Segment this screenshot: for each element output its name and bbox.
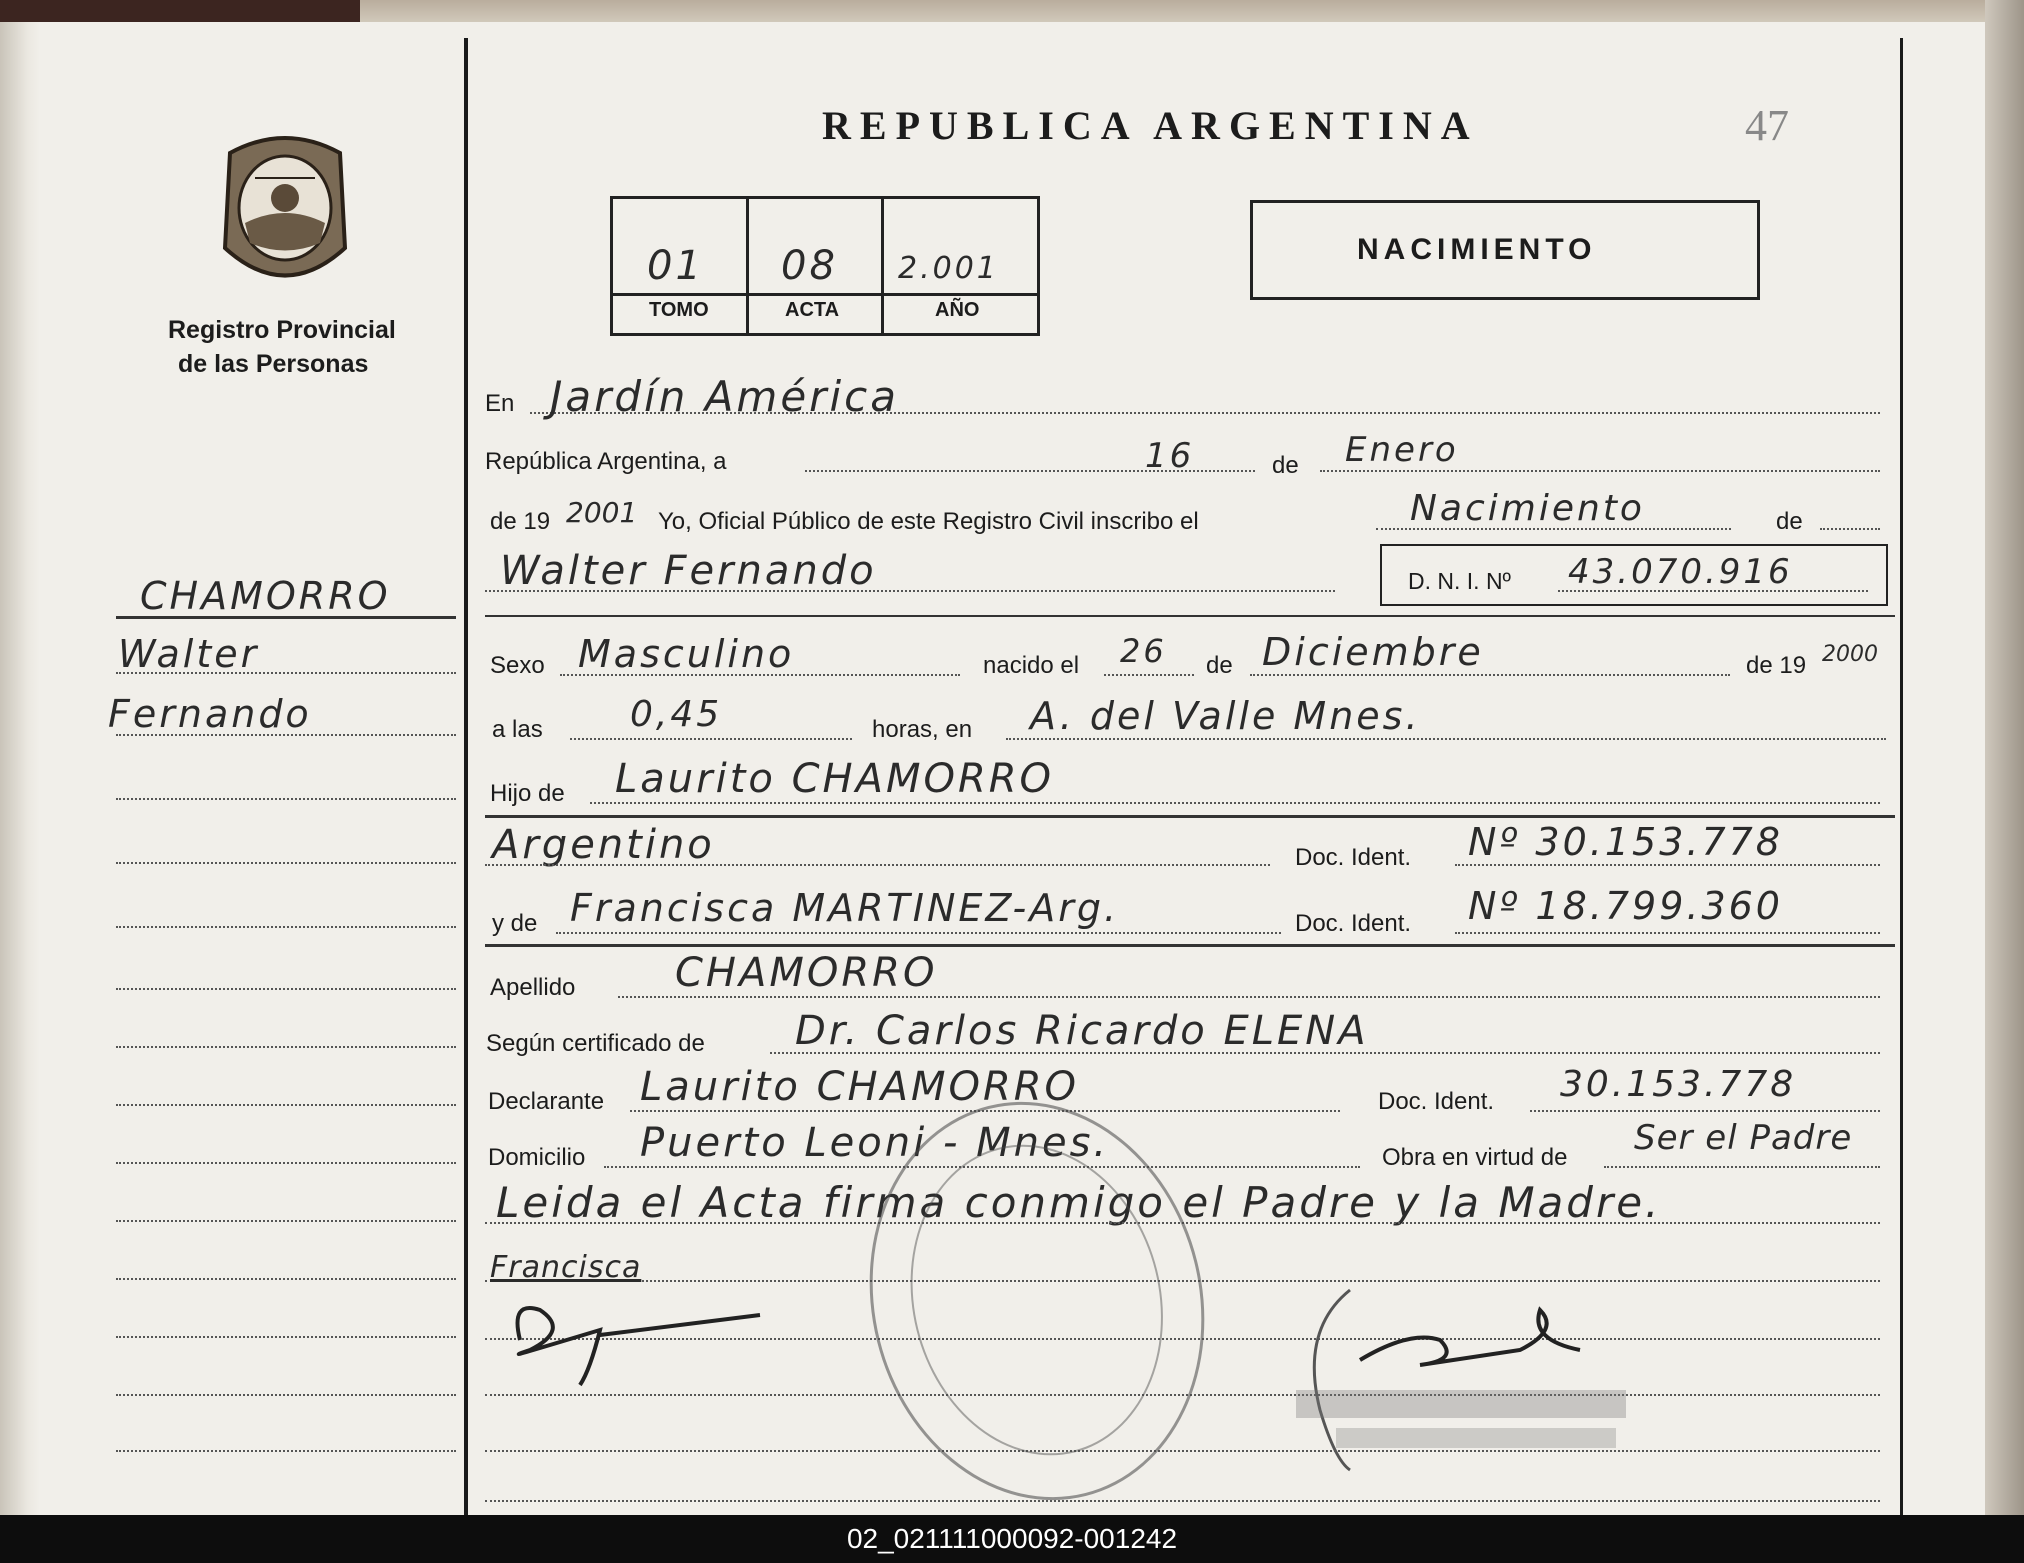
label-a-las: a las bbox=[492, 716, 543, 743]
label-de19: de 19 bbox=[490, 508, 551, 535]
label-de-end: de bbox=[1776, 508, 1803, 535]
entry-birth-day: 26 bbox=[1120, 632, 1167, 670]
act-box-divider bbox=[613, 293, 1037, 296]
label-dni: D. N. I. Nº bbox=[1408, 568, 1511, 594]
label-en: En bbox=[485, 390, 515, 417]
entry-event: Nacimiento bbox=[1410, 488, 1645, 529]
margin-dotted-line bbox=[116, 1394, 456, 1396]
line-declarant-doc bbox=[1530, 1110, 1880, 1112]
label-segun-certificado: Según certificado de bbox=[486, 1030, 705, 1057]
label-de-mid: de bbox=[1206, 652, 1233, 679]
label-horas-en: horas, en bbox=[872, 716, 973, 743]
line-de-end bbox=[1820, 528, 1880, 530]
entry-mother-doc: Nº 18.799.360 bbox=[1468, 884, 1783, 928]
margin-dotted-line bbox=[116, 1220, 456, 1222]
line-mother bbox=[556, 932, 1281, 934]
mother-signature-text: Francisca bbox=[490, 1250, 642, 1285]
line-surname bbox=[618, 996, 1880, 998]
province-seal-icon bbox=[210, 128, 360, 293]
label-nacido-el: nacido el bbox=[983, 652, 1080, 679]
margin-underline bbox=[116, 616, 456, 619]
page-number: 47 bbox=[1745, 101, 1789, 150]
label-de: de bbox=[1272, 452, 1299, 479]
margin-dotted-line bbox=[116, 734, 456, 736]
column-divider-right bbox=[1900, 38, 1903, 1515]
column-divider-left bbox=[464, 38, 468, 1515]
act-number-box bbox=[610, 196, 1040, 336]
line-birth-day bbox=[1104, 674, 1194, 676]
record-type-label: NACIMIENTO bbox=[1357, 233, 1597, 266]
label-de-year: de 19 bbox=[1746, 652, 1807, 679]
line-child-name bbox=[485, 590, 1335, 592]
blank-line bbox=[485, 1500, 1880, 1502]
dni-box bbox=[1380, 544, 1888, 606]
entry-declarant-doc: 30.153.778 bbox=[1560, 1064, 1797, 1105]
entry-father-nationality: Argentino bbox=[492, 822, 715, 868]
label-obra-virtud: Obra en virtud de bbox=[1382, 1144, 1568, 1171]
margin-dotted-line bbox=[116, 1104, 456, 1106]
book-spine bbox=[0, 22, 40, 1515]
blank-line bbox=[485, 1450, 1880, 1452]
line-birth-month bbox=[1250, 674, 1730, 676]
stamp-inner-ring bbox=[878, 1118, 1195, 1483]
entry-child-name: Walter Fernando bbox=[500, 548, 877, 594]
record-type-box bbox=[1250, 200, 1760, 300]
entry-day: 16 bbox=[1145, 436, 1195, 476]
entry-birth-month: Diciembre bbox=[1262, 630, 1484, 674]
book-right-edge bbox=[1985, 0, 2024, 1515]
label-doc-ident-3: Doc. Ident. bbox=[1378, 1088, 1495, 1115]
label-republica: República Argentina, a bbox=[485, 448, 727, 475]
entry-address: Puerto Leoni - Mnes. bbox=[640, 1120, 1110, 1166]
entry-declarant: Laurito CHAMORRO bbox=[640, 1064, 1080, 1110]
entry-certificate-by: Dr. Carlos Ricardo ELENA bbox=[795, 1008, 1369, 1054]
line-sex bbox=[560, 674, 960, 676]
margin-surname: CHAMORRO bbox=[140, 574, 391, 618]
entry-dni: 43.070.916 bbox=[1568, 552, 1793, 592]
label-declarante: Declarante bbox=[488, 1088, 605, 1115]
book-top-edge bbox=[360, 0, 2000, 24]
label-domicilio: Domicilio bbox=[488, 1144, 586, 1171]
entry-birth-time: 0,45 bbox=[630, 694, 723, 735]
entry-surname: CHAMORRO bbox=[675, 950, 938, 996]
line-mother-doc bbox=[1455, 932, 1880, 934]
label-yo-oficial: Yo, Oficial Público de este Registro Civil inscribo el bbox=[658, 508, 1199, 535]
country-title: REPUBLICA ARGENTINA bbox=[822, 103, 1479, 148]
line-birth-time bbox=[570, 738, 852, 740]
line-father-doc bbox=[1455, 864, 1880, 866]
father-signature-icon bbox=[480, 1290, 780, 1390]
entry-father: Laurito CHAMORRO bbox=[615, 756, 1055, 802]
label-sexo: Sexo bbox=[490, 652, 545, 679]
registry-name-line2: de las Personas bbox=[178, 350, 369, 378]
margin-dotted-line bbox=[116, 1278, 456, 1280]
section-rule bbox=[485, 815, 1895, 818]
acta-label: ACTA bbox=[785, 299, 840, 321]
entry-note: Leida el Acta firma conmigo el Padre y la Madre. bbox=[496, 1178, 1662, 1227]
entry-sex: Masculino bbox=[578, 632, 795, 676]
margin-dotted-line bbox=[116, 1046, 456, 1048]
anio-value: 2.001 bbox=[898, 251, 999, 286]
entry-month: Enero bbox=[1345, 430, 1459, 470]
entry-year: 2001 bbox=[566, 496, 638, 529]
margin-dotted-line bbox=[116, 798, 456, 800]
anio-label: AÑO bbox=[935, 299, 980, 321]
entry-birth-year: 2000 bbox=[1822, 642, 1878, 667]
margin-dotted-line bbox=[116, 862, 456, 864]
tomo-label: TOMO bbox=[649, 299, 709, 321]
tomo-value: 01 bbox=[647, 243, 704, 289]
margin-dotted-line bbox=[116, 926, 456, 928]
margin-dotted-line bbox=[116, 1336, 456, 1338]
image-caption: 02_021111000092-001242 bbox=[0, 1515, 2024, 1563]
entry-mother: Francisca MARTINEZ-Arg. bbox=[570, 886, 1120, 930]
official-signature-icon bbox=[1290, 1270, 1670, 1490]
margin-first-name: Walter bbox=[118, 632, 260, 676]
label-doc-ident: Doc. Ident. bbox=[1295, 844, 1412, 871]
line-birth-place bbox=[1006, 738, 1886, 740]
entry-birth-place: A. del Valle Mnes. bbox=[1030, 694, 1421, 738]
line-month bbox=[1320, 470, 1880, 472]
section-rule bbox=[485, 615, 1895, 617]
section-rule bbox=[485, 944, 1895, 947]
label-apellido: Apellido bbox=[490, 974, 576, 1001]
registry-name-line1: Registro Provincial bbox=[168, 316, 396, 344]
acta-value: 08 bbox=[781, 243, 838, 289]
entry-obra-virtud: Ser el Padre bbox=[1634, 1118, 1853, 1158]
label-y-de: y de bbox=[492, 910, 538, 937]
line-father-nationality bbox=[485, 864, 1270, 866]
entry-father-doc: Nº 30.153.778 bbox=[1468, 820, 1783, 864]
margin-middle-name: Fernando bbox=[108, 692, 312, 736]
margin-dotted-line bbox=[116, 1450, 456, 1452]
line-father bbox=[590, 802, 1880, 804]
label-doc-ident-2: Doc. Ident. bbox=[1295, 910, 1412, 937]
line-obra-virtud bbox=[1604, 1166, 1880, 1168]
margin-dotted-line bbox=[116, 1162, 456, 1164]
book-cover-edge bbox=[0, 0, 360, 24]
act-box-divider bbox=[746, 199, 749, 333]
margin-dotted-line bbox=[116, 988, 456, 990]
label-hijo-de: Hijo de bbox=[490, 780, 565, 807]
entry-place: Jardín América bbox=[550, 372, 899, 421]
act-box-divider bbox=[881, 199, 884, 333]
margin-dotted-line bbox=[116, 672, 456, 674]
